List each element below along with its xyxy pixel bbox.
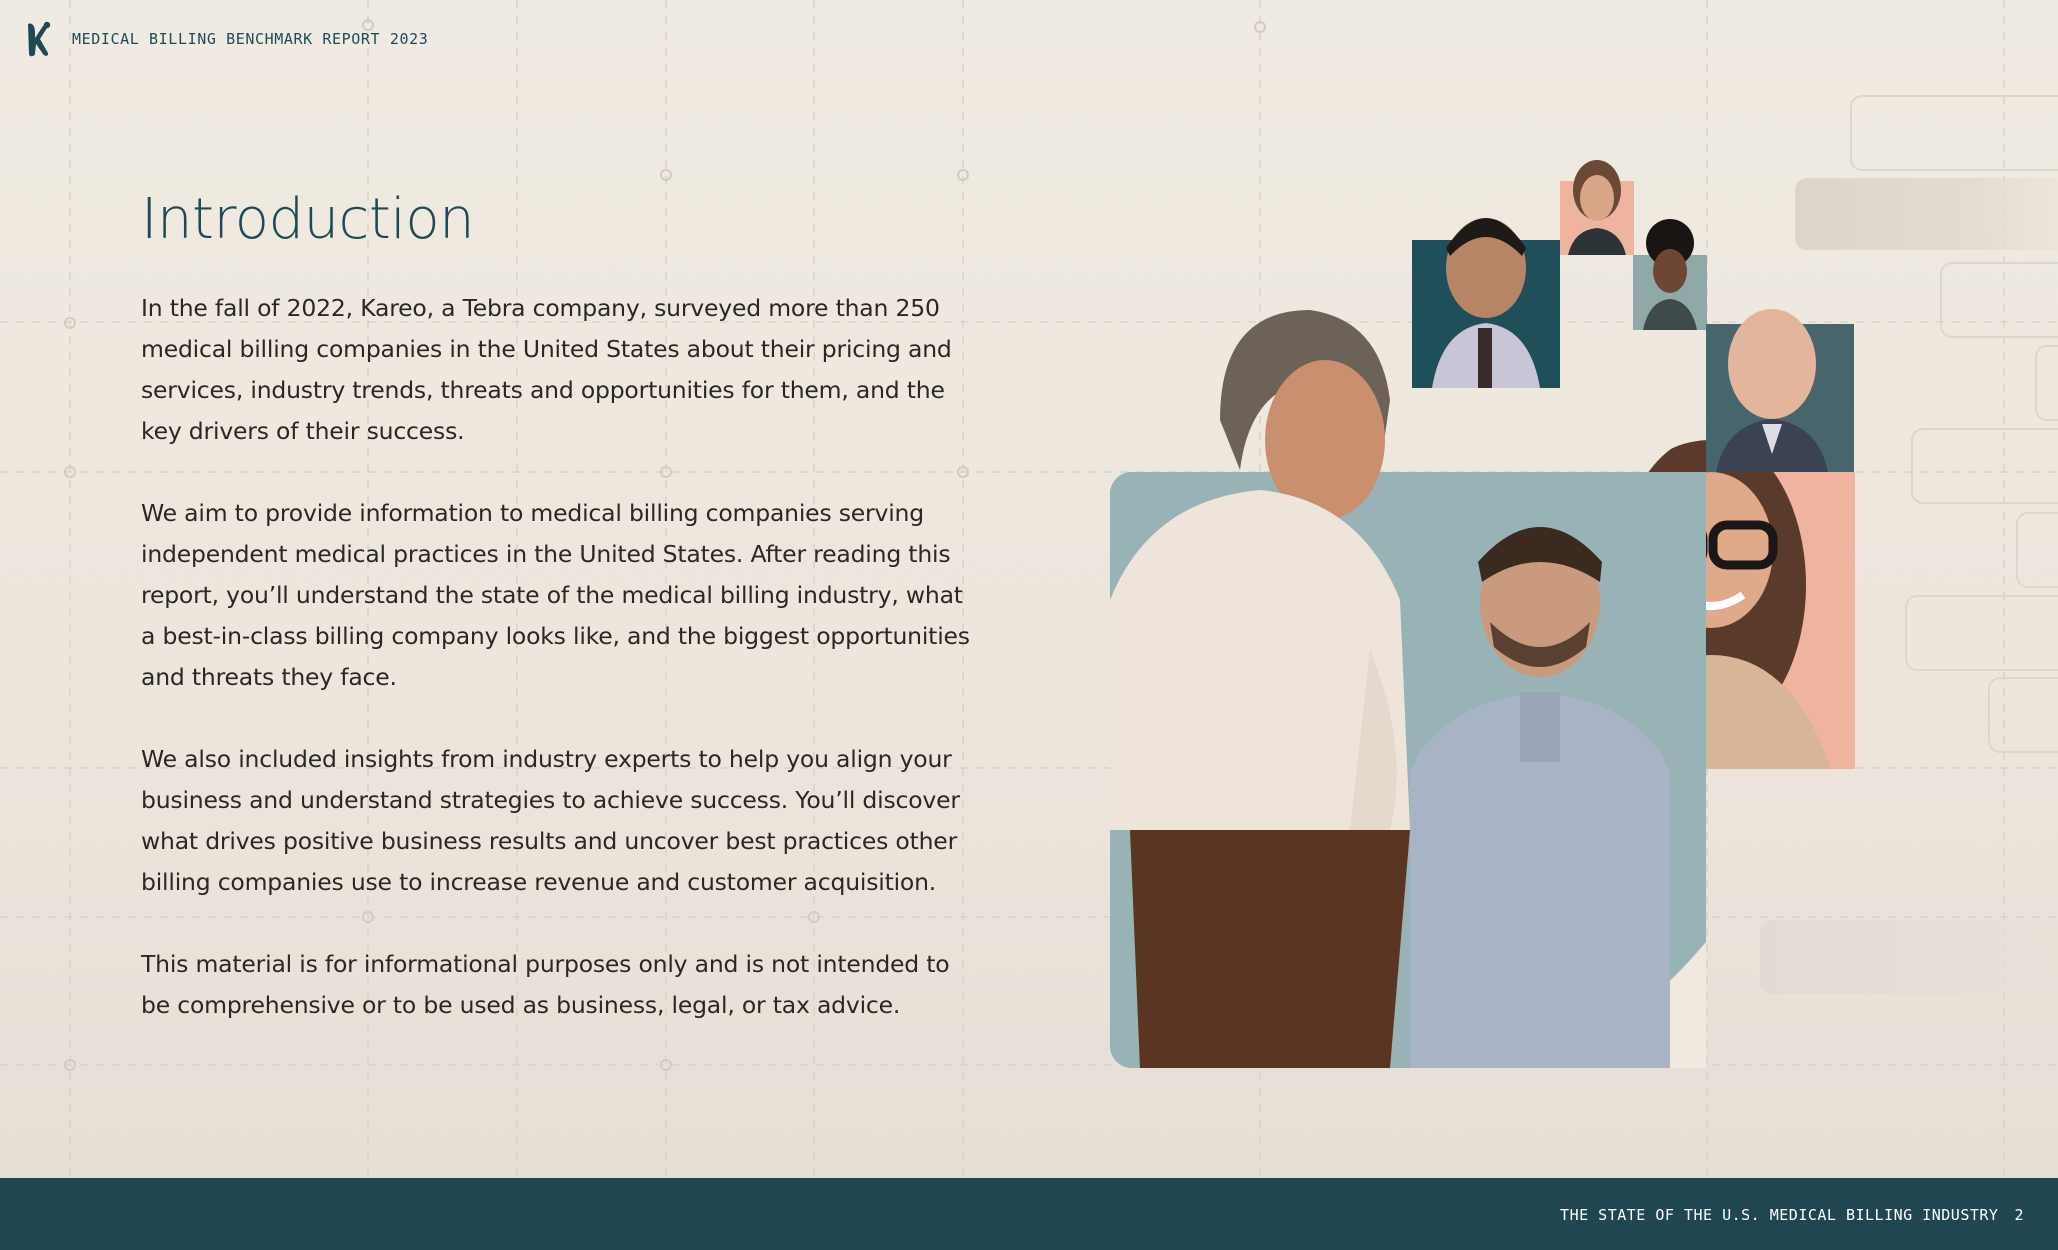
- disclaimer-paragraph: This material is for informational purposes only and is not intended to be comprehensive or to be used as business, legal, or tax advice.: [141, 950, 950, 1019]
- footer-caption: [1560, 1206, 2024, 1224]
- decor-outline: [1911, 428, 2058, 504]
- woman-standing-photo: [1110, 270, 1450, 1068]
- footer-bar: [0, 1178, 2058, 1250]
- photo-collage: [1110, 150, 1860, 1070]
- intro-paragraph: We also included insights from industry experts to help you align your business and understand strategies to achieve success. You’ll discover what drives positive business results and uncover best practices other billing companies use to increase revenue and customer acquisition.: [141, 745, 960, 896]
- report-header: [24, 20, 428, 58]
- report-title: MEDICAL BILLING BENCHMARK REPORT 2023: [72, 30, 429, 48]
- intro-paragraph: We aim to provide information to medical billing companies serving independent medical practices in the United States. After reading this report, you’ll understand the state of the medical billing industry, what a best-in-class billing company looks like, and the biggest opportunities and threats they face.: [141, 499, 970, 691]
- woman-small-photo: [1560, 150, 1634, 255]
- man-in-tie-photo: [1412, 188, 1560, 388]
- decor-outline: [1850, 95, 2058, 171]
- introduction-section: [141, 182, 981, 1067]
- decor-outline: [1905, 595, 2058, 671]
- decor-outline: [1988, 677, 2058, 753]
- decor-outline: [2035, 345, 2058, 421]
- bald-man-photo: [1706, 284, 1854, 472]
- decor-outline: [1940, 262, 2058, 338]
- page-title: Introduction: [141, 187, 475, 252]
- footer-report-name: THE STATE OF THE U.S. MEDICAL BILLING INDUSTRY: [1560, 1206, 1999, 1224]
- kareo-k-logo-icon: [24, 20, 54, 58]
- intro-paragraph: In the fall of 2022, Kareo, a Tebra company, surveyed more than 250 medical billing companies in the United States about their pricing and services, industry trends, threats and opportunities for them, and the key drivers of their success.: [141, 294, 952, 445]
- page-number: 2: [2014, 1206, 2024, 1224]
- woman-curly-hair-photo: [1633, 215, 1707, 330]
- decor-outline: [2016, 512, 2058, 588]
